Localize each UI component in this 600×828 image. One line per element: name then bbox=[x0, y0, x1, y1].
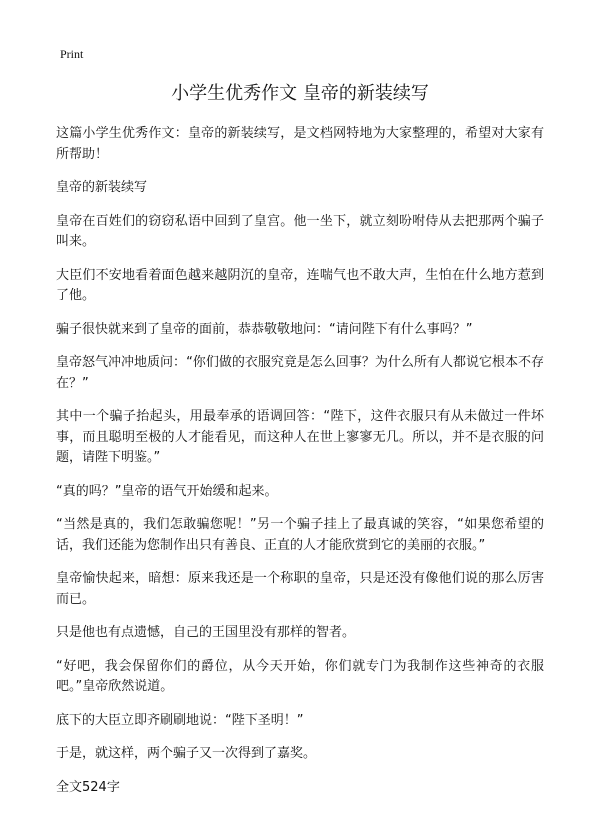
intro-paragraph: 这篇小学生优秀作文：皇帝的新装续写，是文档网特地为大家整理的，希望对大家有所帮助！ bbox=[56, 126, 544, 162]
story-paragraph: “真的吗？”皇帝的语气开始缓和起来。 bbox=[56, 483, 278, 499]
story-paragraph: “当然是真的，我们怎敢骗您呢！”另一个骗子挂上了最真诚的笑容，“如果您希望的话，我们还能为您制作出只有善良、正直的人才能欣赏到它的美丽的衣服。” bbox=[56, 517, 544, 553]
story-paragraph: 于是，就这样，两个骗子又一次得到了嘉奖。 bbox=[56, 746, 317, 761]
article-body bbox=[56, 124, 544, 811]
story-paragraph: “好吧，我会保留你们的爵位，从今天开始，你们就专门为我制作这些神奇的衣服吧。”皇帝欣然说道。 bbox=[56, 658, 544, 694]
document-title: 小学生优秀作文 皇帝的新装续写 bbox=[171, 83, 429, 104]
story-paragraph: 皇帝怒气冲冲地质问：“你们做的衣服究竟是怎么回事？为什么所有人都说它根本不存在？” bbox=[56, 355, 544, 391]
story-paragraph: 大臣们不安地看着面色越来越阴沉的皇帝，连喘气也不敢大声，生怕在什么地方惹到了他。 bbox=[56, 267, 544, 303]
story-paragraph: 底下的大臣立即齐刷刷地说：“陛下圣明！” bbox=[56, 712, 304, 728]
story-paragraph: 皇帝愉快起来，暗想：原来我还是一个称职的皇帝，只是还没有像他们说的那么厉害而已。 bbox=[56, 571, 544, 607]
story-paragraph: 皇帝在百姓们的窃窃私语中回到了皇宫。他一坐下，就立刻吩咐侍从去把那两个骗子叫来。 bbox=[56, 213, 544, 249]
story-paragraph: 骗子很快就来到了皇帝的面前，恭恭敬敬地问：“请问陛下有什么事吗？” bbox=[56, 321, 473, 337]
story-paragraph: 其中一个骗子抬起头，用最奉承的语调回答：“陛下，这件衣服只有从未做过一件坏事，而且聪明至极的人才能看见，而这种人在世上寥寥无几。所以，并不是衣服的问题，请陛下明鉴。” bbox=[56, 409, 544, 465]
word-count: 全文524字 bbox=[56, 779, 120, 795]
story-paragraph: 只是他也有点遗憾，自己的王国里没有那样的智者。 bbox=[56, 625, 356, 640]
print-label: Print bbox=[60, 47, 84, 61]
section-heading: 皇帝的新装续写 bbox=[56, 180, 148, 195]
